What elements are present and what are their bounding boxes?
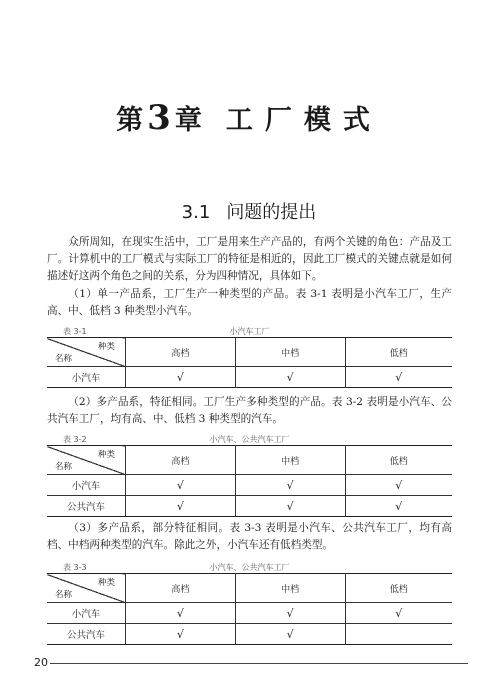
table-corner-cell: [47, 574, 126, 603]
check-mark: √: [235, 603, 345, 624]
section-heading: 问题的提出: [226, 202, 317, 223]
column-header: 低档: [345, 338, 452, 367]
check-mark: √: [235, 475, 345, 496]
table-title: 小汽车工厂: [229, 327, 270, 336]
corner-top-label: 种类: [97, 342, 115, 352]
corner-bottom-label: 名称: [55, 462, 73, 472]
check-mark: √: [126, 624, 236, 645]
table-label: 表 3-3: [63, 563, 87, 572]
table-row: [47, 624, 452, 645]
row-name: 小汽车: [47, 475, 126, 496]
column-header: 中档: [235, 338, 345, 367]
chapter-prefix: 第: [116, 105, 146, 136]
table-corner-cell: [47, 446, 126, 475]
check-mark: √: [235, 496, 345, 517]
column-header: 中档: [235, 446, 345, 475]
corner-top-label: 种类: [97, 450, 115, 460]
column-header: 中档: [235, 574, 345, 603]
check-mark: √: [235, 367, 345, 388]
table-title: 小汽车、公共汽车工厂: [209, 435, 290, 444]
check-mark: √: [345, 475, 452, 496]
check-mark: √: [126, 603, 236, 624]
chapter-name: 工厂模式: [225, 105, 382, 136]
check-mark: √: [345, 496, 452, 517]
table-row: [47, 496, 452, 517]
check-mark: √: [126, 367, 236, 388]
paragraph-case-1: （1）单一产品系，工厂生产一种类型的产品。表 3-1 表明是小汽车工厂，生产高、中、低档 3 种类型小汽车。: [47, 288, 452, 318]
table-header-row: [47, 338, 452, 367]
section-number: 3.1: [181, 202, 211, 223]
table-row: [47, 603, 452, 624]
section-title: [0, 198, 498, 224]
check-mark: √: [126, 496, 236, 517]
check-mark: √: [235, 624, 345, 645]
check-mark: √: [126, 475, 236, 496]
column-header: 高档: [126, 446, 236, 475]
row-name: 小汽车: [47, 603, 126, 624]
table-car-bus-factory: [47, 445, 452, 517]
table-title: 小汽车、公共汽车工厂: [209, 563, 290, 572]
table-label: 表 3-2: [63, 435, 87, 444]
row-name: 公共汽车: [47, 624, 126, 645]
column-header: 高档: [126, 338, 236, 367]
table-row: [47, 475, 452, 496]
empty-cell: [345, 624, 452, 645]
paragraph-case-3: （3）多产品系，部分特征相同。表 3-3 表明是小汽车、公共汽车工厂，均有高档、中档两种类型的汽车。除此之外，小汽车还有低档类型。: [47, 522, 452, 552]
corner-bottom-label: 名称: [55, 590, 73, 600]
table-small-car-factory: [47, 337, 452, 388]
page-number: 20: [34, 656, 48, 669]
column-header: 高档: [126, 574, 236, 603]
table-car-bus-factory-partial: [47, 573, 452, 645]
footer-divider: [50, 663, 468, 664]
check-mark: √: [345, 603, 452, 624]
chapter-title: [0, 98, 498, 138]
row-name: 小汽车: [47, 367, 126, 388]
column-header: 低档: [345, 446, 452, 475]
row-name: 公共汽车: [47, 496, 126, 517]
corner-top-label: 种类: [97, 578, 115, 588]
paragraph-intro: 众所周知，在现实生活中，工厂是用来生产产品的，有两个关键的角色：产品及工厂。计算机中的工厂模式与实际工厂的特征是相近的，因此工厂模式的关键点就是如何描述好这两个角色之间的关系，分为四种情况，具体如下。: [47, 236, 452, 283]
table-header-row: [47, 574, 452, 603]
chapter-number: 3: [147, 98, 173, 138]
paragraph-case-2: （2）多产品系，特征相同。工厂生产多种类型的产品。表 3-2 表明是小汽车、公共汽车工厂，均有高、中、低档 3 种类型的汽车。: [47, 396, 452, 426]
check-mark: √: [345, 367, 452, 388]
table-row: [47, 367, 452, 388]
chapter-suffix: 章: [174, 105, 204, 136]
table-corner-cell: [47, 338, 126, 367]
corner-bottom-label: 名称: [55, 354, 73, 364]
table-label: 表 3-1: [63, 327, 87, 336]
column-header: 低档: [345, 574, 452, 603]
table-header-row: [47, 446, 452, 475]
